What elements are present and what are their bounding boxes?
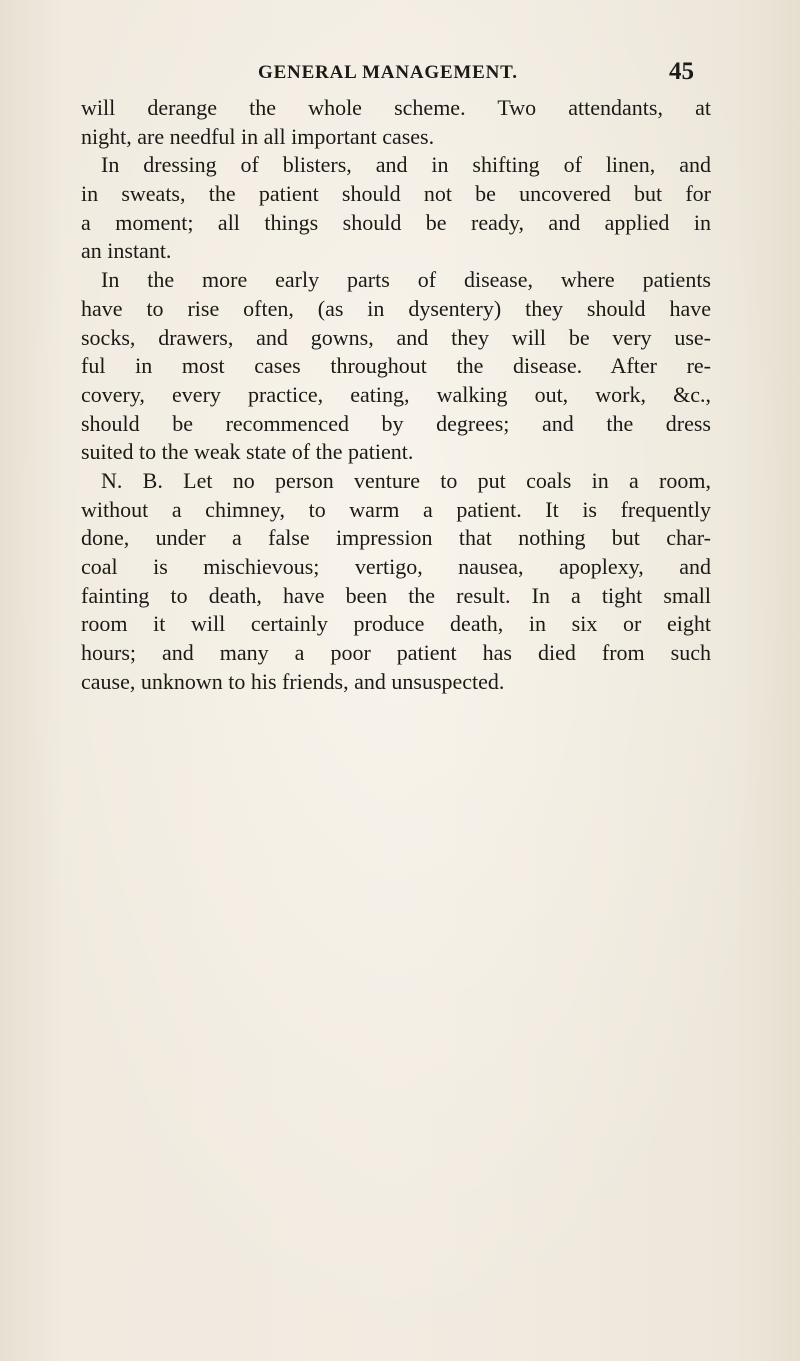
text-line: covery, every practice, eating, walking out, work, &c., [81,381,711,407]
text-line: should be recommenced by degrees; and the dress [81,410,711,436]
text-line: suited to the weak state of the patient. [81,439,414,465]
text-line: night, are needful in all important cases. [81,123,435,149]
running-head [0,58,800,88]
text-line: without a chimney, to warm a patient. It is frequently [81,496,711,522]
text-line: socks, drawers, and gowns, and they will be very use- [81,324,711,350]
text-line: in sweats, the patient should not be uncovered but for [81,181,711,207]
text-line: will derange the whole scheme. Two attendants, at [81,95,711,120]
text-line: an instant. [81,238,172,264]
text-line: fainting to death, have been the result. In a tight small [81,582,711,608]
text-line: a moment; all things should be ready, and applied in [81,209,711,235]
text-line: N. B. Let no person venture to put coals in a room, [101,467,711,493]
text-line: ful in most cases throughout the disease. After re- [81,353,711,379]
text-line: In dressing of blisters, and in shifting of linen, and [101,152,711,178]
text-line: cause, unknown to his friends, and unsuspected. [81,668,505,694]
text-line: coal is mischievous; vertigo, nausea, apoplexy, and [81,554,711,579]
text-line: room it will certainly produce death, in six or eight [81,611,711,637]
text-line: have to rise often, (as in dysentery) they should have [81,295,711,321]
text-line: In the more early parts of disease, where patients [101,267,711,293]
body-text [81,94,711,696]
text-line: done, under a false impression that nothing but char- [81,525,711,551]
text-line: hours; and many a poor patient has died from such [81,640,711,666]
page-number: 45 [669,58,694,85]
running-title: GENERAL MANAGEMENT. [258,62,518,83]
